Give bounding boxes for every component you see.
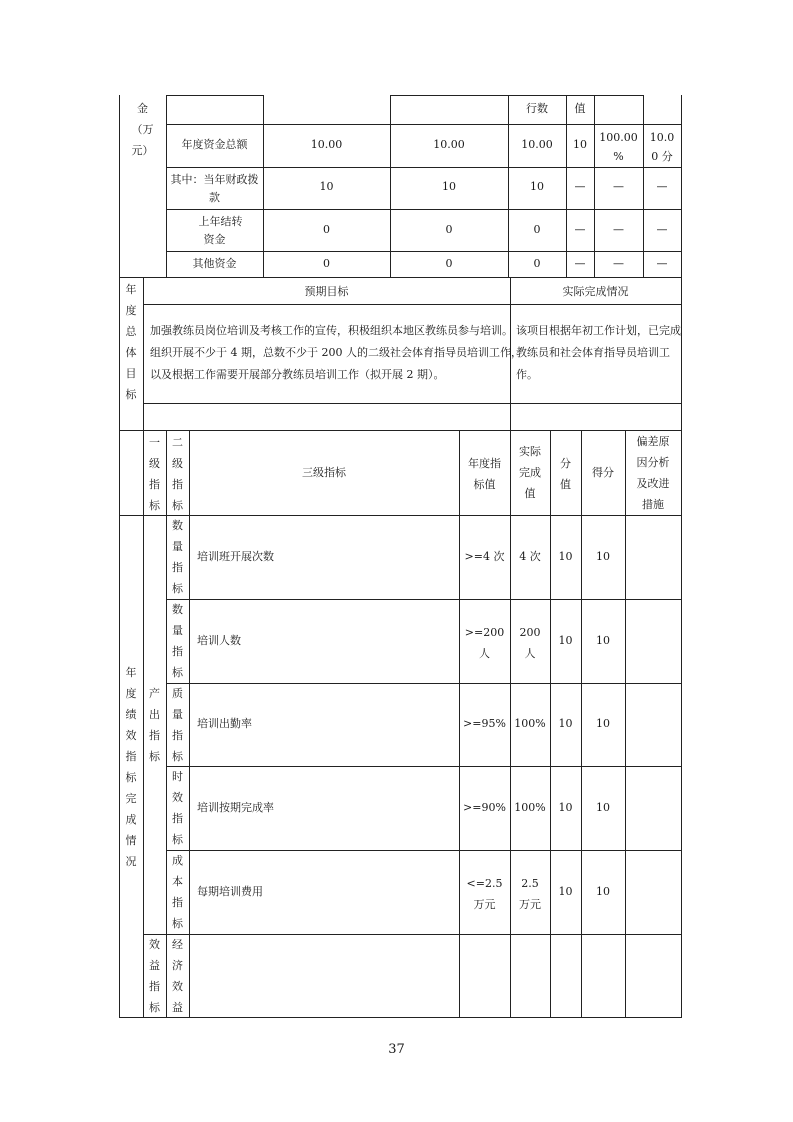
rule: [166, 599, 681, 600]
indicator-weight: 10: [558, 801, 573, 814]
target-header: 年度指 标值: [468, 457, 501, 491]
indicator-name: 每期培训费用: [197, 885, 263, 898]
indicator-weight: 10: [558, 717, 573, 730]
indicator-target: >=200 人: [464, 626, 505, 660]
rule: [119, 430, 681, 431]
fund-row-budget: 0: [323, 223, 330, 236]
indicator-target: >=4 次: [464, 550, 505, 563]
indicator-score: 10: [596, 634, 610, 647]
level2-cell: 时 效 指 标: [172, 770, 183, 846]
rule: [681, 95, 682, 1018]
indicator-weight: 10: [558, 550, 573, 563]
indicator-actual: 100%: [514, 801, 546, 814]
level2-cell: 质 量 指 标: [172, 687, 183, 763]
fund-row-executed: 0: [533, 257, 541, 270]
fund-row-name: 上年结转 资金: [198, 215, 243, 246]
level1-header: 一 级 指 标: [149, 436, 160, 512]
fund-row-budget: 0: [323, 257, 330, 270]
fund-row-rate: —: [613, 223, 624, 236]
fund-row-adjusted: 0: [445, 223, 453, 236]
performance-side-label: 年 度 绩 效 指 标 完 成 情 况: [125, 666, 137, 868]
header-rank-label: 行数: [526, 102, 548, 115]
rule: [143, 277, 144, 1018]
level2-cell: 数 量 指 标: [172, 603, 183, 679]
fund-row-executed: 0: [533, 223, 541, 236]
fund-side-label: 金 （万 元）: [131, 102, 154, 157]
rule: [166, 95, 263, 96]
indicator-score: 10: [596, 801, 610, 814]
fund-row-rate: —: [613, 180, 624, 193]
indicator-name: 培训出勤率: [197, 717, 252, 730]
deviation-header: 偏差原 因分析 及改进 措施: [636, 435, 670, 511]
fund-row-rate: —: [613, 257, 624, 270]
fund-row-score: —: [656, 257, 668, 270]
rule: [166, 209, 681, 210]
actual-completion-header: 实际完成情况: [562, 285, 629, 298]
rule: [189, 430, 190, 1018]
fund-row-name: 其中：当年财政拨 款: [170, 173, 259, 204]
indicator-weight: 10: [558, 634, 573, 647]
score-header: 得分: [592, 466, 614, 479]
fund-row-adjusted: 10.00: [433, 138, 465, 151]
fund-row-weight: —: [574, 257, 586, 270]
indicator-target: >=90%: [463, 801, 506, 814]
indicator-name: 培训人数: [197, 634, 241, 647]
indicator-actual: 200 人: [519, 626, 541, 660]
fund-row-score: —: [656, 180, 668, 193]
rule: [166, 766, 681, 767]
rule: [143, 304, 681, 305]
rule: [119, 95, 120, 1018]
page-number: 37: [388, 1042, 405, 1057]
rule: [143, 934, 681, 935]
fund-row-name: 其他资金: [192, 257, 237, 270]
level3-header: 三级指标: [302, 466, 346, 479]
fund-row-adjusted: 0: [445, 257, 453, 270]
indicator-name: 培训按期完成率: [197, 801, 274, 814]
indicator-target: >=95%: [463, 717, 506, 730]
indicator-score: 10: [596, 885, 610, 898]
rule: [166, 167, 681, 168]
rule: [625, 430, 626, 1018]
actual-completion-text: 该项目根据年初工作计划，已完成 教练员和社会体育指导员培训工 作。: [516, 324, 681, 381]
indicator-name: 培训班开展次数: [197, 550, 274, 563]
fund-row-executed: 10.00: [521, 138, 553, 151]
rule: [119, 277, 681, 278]
output-indicator-label: 产 出 指 标: [149, 687, 160, 763]
level2-cell: 经 济 效 益: [172, 938, 183, 1014]
fund-row-rate: 100.00 %: [599, 131, 638, 163]
benefit-indicator-label: 效 益 指 标: [149, 938, 160, 1014]
indicator-target: <=2.5 万元: [466, 877, 503, 911]
rule: [166, 124, 681, 125]
fund-row-weight: —: [574, 180, 586, 193]
goals-side-label: 年 度 总 体 目 标: [125, 283, 137, 401]
indicator-score: 10: [596, 717, 610, 730]
level2-cell: 成 本 指 标: [172, 854, 183, 930]
fund-row-budget: 10: [319, 180, 334, 193]
indicator-actual: 4 次: [519, 550, 541, 563]
indicator-actual: 2.5 万元: [519, 877, 541, 911]
expected-goal-header: 预期目标: [304, 285, 349, 298]
indicator-score: 10: [596, 550, 610, 563]
fund-row-weight: —: [574, 223, 586, 236]
actual-header: 实际 完成 值: [519, 445, 541, 500]
fund-row-executed: 10: [530, 180, 544, 193]
fund-row-adjusted: 10: [442, 180, 456, 193]
rule: [166, 683, 681, 684]
indicator-weight: 10: [558, 885, 573, 898]
rule: [166, 850, 681, 851]
fund-row-name: 年度资金总额: [181, 138, 248, 151]
rule: [390, 95, 643, 96]
header-score-label: 值: [574, 102, 586, 115]
rule: [119, 1017, 681, 1018]
rule: [143, 403, 681, 404]
fund-row-score: 10.0 0 分: [649, 131, 675, 163]
level2-header: 二 级 指 标: [172, 436, 183, 512]
rule: [166, 251, 681, 252]
level2-cell: 数 量 指 标: [172, 519, 183, 595]
fund-row-weight: 10: [573, 138, 587, 151]
rule: [119, 515, 681, 516]
fund-row-score: —: [656, 223, 668, 236]
weight-header: 分 值: [560, 457, 571, 491]
fund-row-budget: 10.00: [310, 138, 343, 151]
expected-goal-text: 加强教练员岗位培训及考核工作的宣传，积极组织本地区教练员参与培训。 组织开展不少于 4 期，总数不少于 200 人的二级社会体育指导员培训工作， 以及根据工作需要开展部分教练员培训工作（拟开展 2 期）。: [150, 324, 522, 381]
indicator-actual: 100%: [514, 717, 546, 730]
